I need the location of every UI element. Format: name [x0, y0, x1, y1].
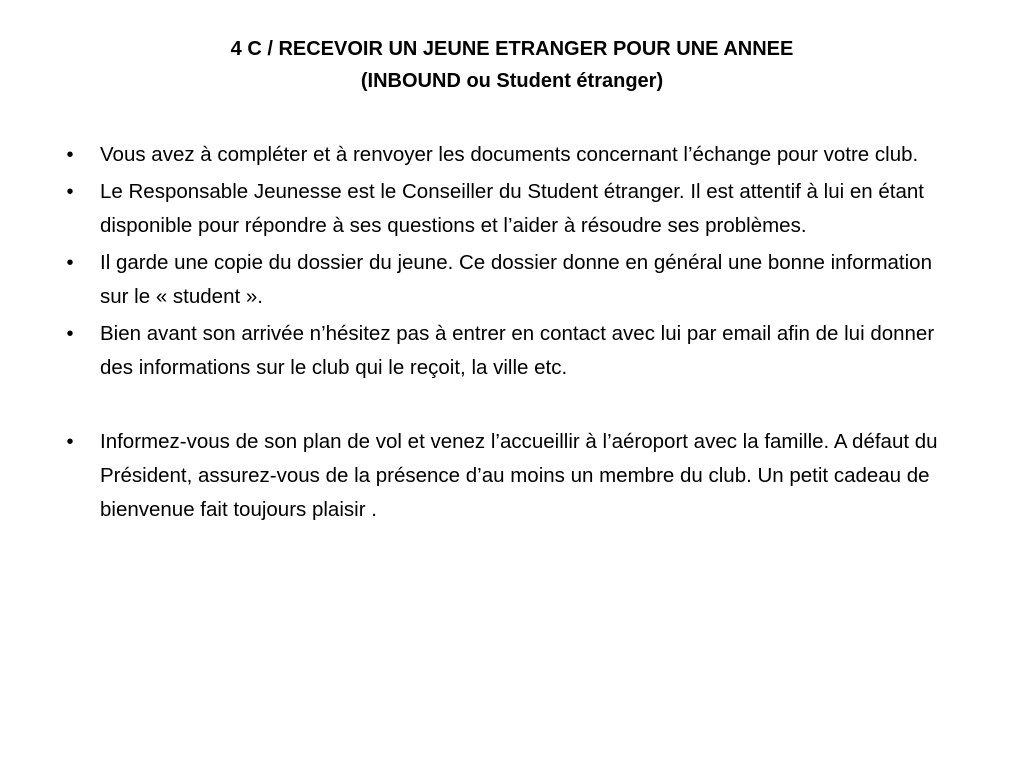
bullet-text: Le Responsable Jeunesse est le Conseiller du Student étranger. Il est attentif à lui en étant disponible pour répondre à ses questions et l’aider à résoudre ses problèmes. — [100, 180, 924, 237]
bullet-icon: • — [66, 181, 74, 203]
bullet-text: Informez-vous de son plan de vol et venez l’accueillir à l’aéroport avec la famille. A défaut du Président, assurez-vous de la présence d’au moins un membre du club. Un petit cadeau de bienvenue fait toujours plaisir . — [100, 430, 938, 521]
bullet-text: Il garde une copie du dossier du jeune. Ce dossier donne en général une bonne information sur le « student ». — [100, 251, 932, 308]
bullet-item — [60, 317, 960, 385]
title-line-1: 4 C / RECEVOIR UN JEUNE ETRANGER POUR UNE ANNEE — [230, 38, 794, 60]
bullet-icon: • — [66, 252, 74, 274]
bullet-list — [60, 138, 960, 530]
bullet-text: Bien avant son arrivée n’hésitez pas à entrer en contact avec lui par email afin de lui donner des informations sur le club qui le reçoit, la ville etc. — [100, 322, 935, 379]
bullet-item — [60, 425, 960, 527]
bullet-icon: • — [66, 144, 74, 166]
slide-title — [0, 33, 1024, 97]
bullet-item — [60, 138, 960, 172]
bullet-item — [60, 175, 960, 243]
bullet-icon: • — [66, 323, 74, 345]
bullet-text: Vous avez à compléter et à renvoyer les documents concernant l’échange pour votre club. — [100, 143, 919, 166]
bullet-item — [60, 246, 960, 314]
title-line-2: (INBOUND ou Student étranger) — [360, 70, 664, 92]
bullet-icon: • — [66, 431, 74, 453]
